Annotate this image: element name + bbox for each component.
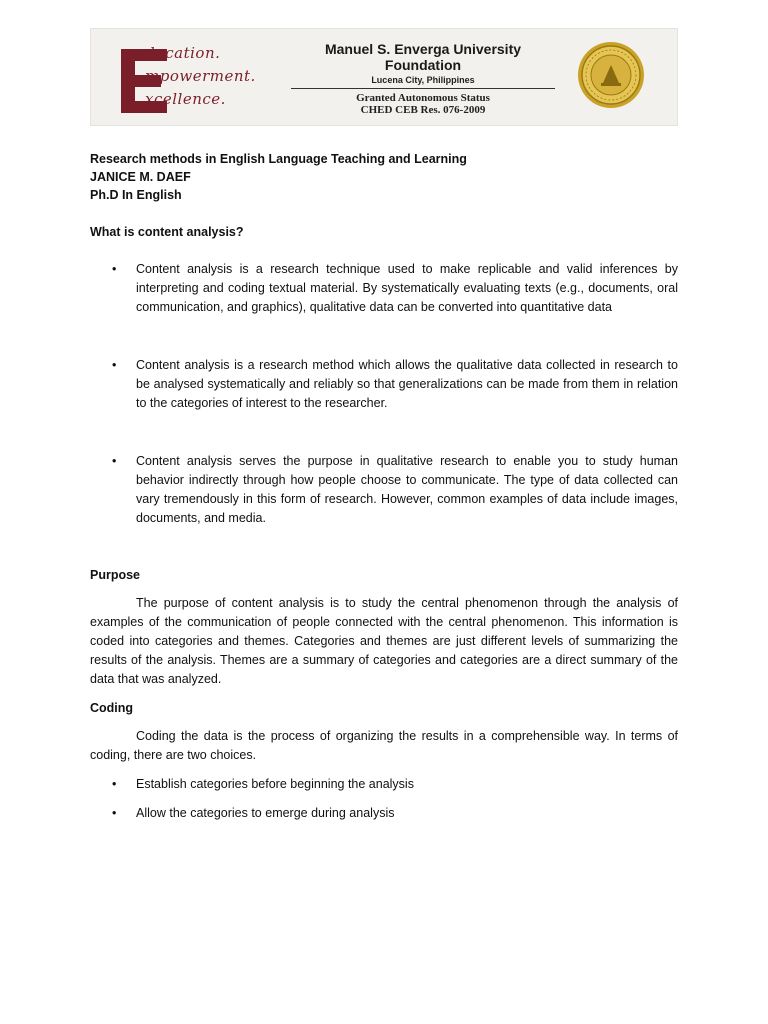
list-item bbox=[90, 260, 678, 317]
coding-heading: Coding bbox=[90, 701, 134, 715]
definition-list bbox=[90, 260, 678, 528]
list-item bbox=[90, 452, 678, 528]
letterhead bbox=[90, 28, 678, 126]
section-question: What is content analysis? bbox=[90, 225, 244, 239]
definition-text: Content analysis is a research method which allows the qualitative data collected in research to be analysed systematically and reliably so that generalizations can be made from them in relation to the categories of interest to the researcher. bbox=[136, 358, 678, 410]
course-title: Research methods in English Language Teaching and Learning bbox=[90, 152, 467, 166]
coding-choice-text: Allow the categories to emerge during analysis bbox=[136, 806, 395, 820]
bullet-icon: • bbox=[112, 777, 117, 791]
bullet-icon: • bbox=[112, 806, 117, 820]
university-city: Lucena City, Philippines bbox=[371, 75, 475, 85]
purpose-heading: Purpose bbox=[90, 568, 141, 582]
motto bbox=[145, 42, 256, 111]
purpose-paragraph: The purpose of content analysis is to study the central phenomenon through the analysis of examples of the communication of people connected with the central phenomenon. This information is coded into categories and themes. Categories and themes are just different levels of summarizing the results of the analysis. Themes are a summary of categories and categories are a direct summary of the data that was analyzed. bbox=[90, 596, 678, 686]
bullet-icon: • bbox=[112, 358, 117, 372]
list-item bbox=[90, 775, 678, 794]
bullet-icon: • bbox=[112, 454, 117, 468]
list-item bbox=[90, 804, 678, 823]
definition-text: Content analysis serves the purpose in qualitative research to enable you to study human behavior indirectly through how people choose to communicate. The type of data collected can vary tremendously in this form of research. However, common examples of data include images, documents, and media. bbox=[136, 454, 678, 525]
divider bbox=[291, 88, 555, 89]
definition-text: Content analysis is a research technique used to make replicable and valid inferences by interpreting and coding textual material. By systematically evaluating texts (e.g., documents, oral communication, and graphics), qualitative data can be converted into quantitative data bbox=[136, 262, 678, 314]
bullet-icon: • bbox=[112, 262, 117, 276]
author-name: JANICE M. DAEF bbox=[90, 170, 191, 184]
motto-line-excellence: xcellence. bbox=[145, 90, 226, 108]
list-item bbox=[90, 356, 678, 413]
title-block bbox=[90, 150, 678, 204]
ched-resolution: CHED CEB Res. 076-2009 bbox=[360, 104, 486, 116]
document-body bbox=[90, 150, 678, 823]
coding-choice-text: Establish categories before beginning the analysis bbox=[136, 777, 414, 791]
coding-paragraph: Coding the data is the process of organizing the results in a comprehensible way. In terms of coding, there are two choices. bbox=[90, 729, 678, 762]
autonomous-status: Granted Autonomous Status bbox=[356, 92, 490, 104]
university-block bbox=[287, 41, 559, 116]
author-degree: Ph.D In English bbox=[90, 188, 182, 202]
motto-line-education: ducation. bbox=[145, 44, 221, 62]
motto-line-empowerment: mpowerment. bbox=[145, 67, 256, 85]
university-seal-icon bbox=[577, 41, 645, 109]
coding-choices-list bbox=[90, 775, 678, 823]
university-name: Manuel S. Enverga University Foundation bbox=[324, 41, 522, 73]
